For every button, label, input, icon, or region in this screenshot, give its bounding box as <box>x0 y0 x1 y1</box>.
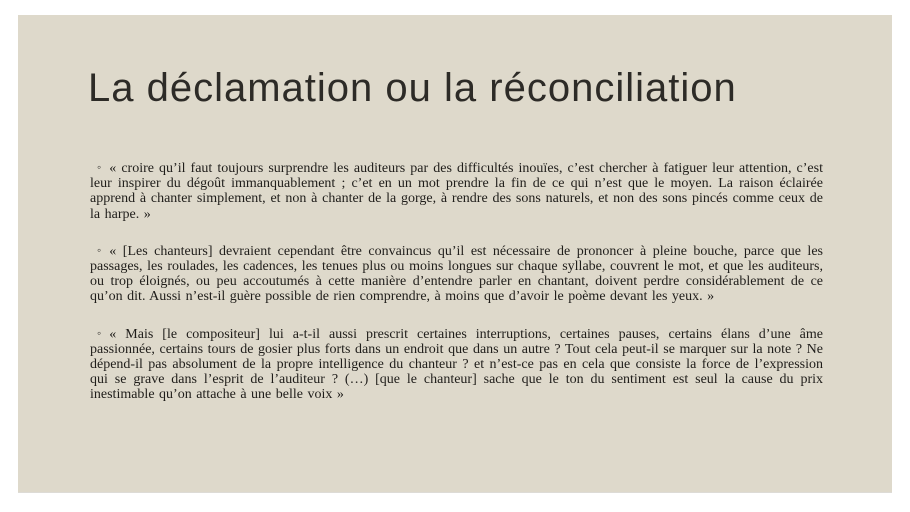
bullet-paragraph <box>90 161 823 222</box>
bullet-paragraph <box>90 244 823 305</box>
paragraph-text: « Mais [le compositeur] lui a-t-il aussi prescrit certaines interruptions, certaines pauses, certains élans d’une âme passionnée, certains tours de gosier plus forts dans un endroit que dans un autre ? Tout cela peut-il se marquer sur la note ? Ne dépend-il pas absolument de la propre intelligence du chanteur ? et n’est-ce pas en cela que consiste la force de l’expression qui se grave dans l’esprit de l’auditeur ? (…) [que le chanteur] sache que le ton du sentiment est seul la cause du prix inestimable qu’on attache à une belle voix » <box>90 326 823 403</box>
paragraph-text: « croire qu’il faut toujours surprendre les auditeurs par des difficultés inouïes, c’est chercher à fatiguer leur attention, c’est leur inspirer du dégoût immanquablement ; c’et en un mot prendre la fin de ce qui n’est que le moyen. La raison éclairée apprend à chanter simplement, et non à chanter de la gorge, à rendre des sons naturels, et non des sons pincés comme ceux de la harpe. » <box>90 161 823 222</box>
open-circle-bullet-icon: ◦ <box>97 160 102 174</box>
open-circle-bullet-icon: ◦ <box>97 325 102 340</box>
open-circle-bullet-icon: ◦ <box>97 242 102 257</box>
slide <box>18 15 892 492</box>
slide-title: La déclamation ou la réconciliation <box>88 66 737 110</box>
slide-body <box>90 161 823 403</box>
paragraph-text: « [Les chanteurs] devraient cependant être convaincus qu’il est nécessaire de prononcer à pleine bouche, parce que les passages, les roulades, les cadences, les tenues plus ou moins longues sur chaque syllabe, couvrent le mot, et que les auditeurs, ou trop éloignés, ou peu accoutumés à cette manière d’entendre parler en chantant, doivent perdre considérablement de ce qu’on dit. Aussi n’est-il guère possible de rien comprendre, à moins que d’avoir le poème devant les yeux. » <box>90 243 823 305</box>
bullet-paragraph <box>90 327 823 403</box>
